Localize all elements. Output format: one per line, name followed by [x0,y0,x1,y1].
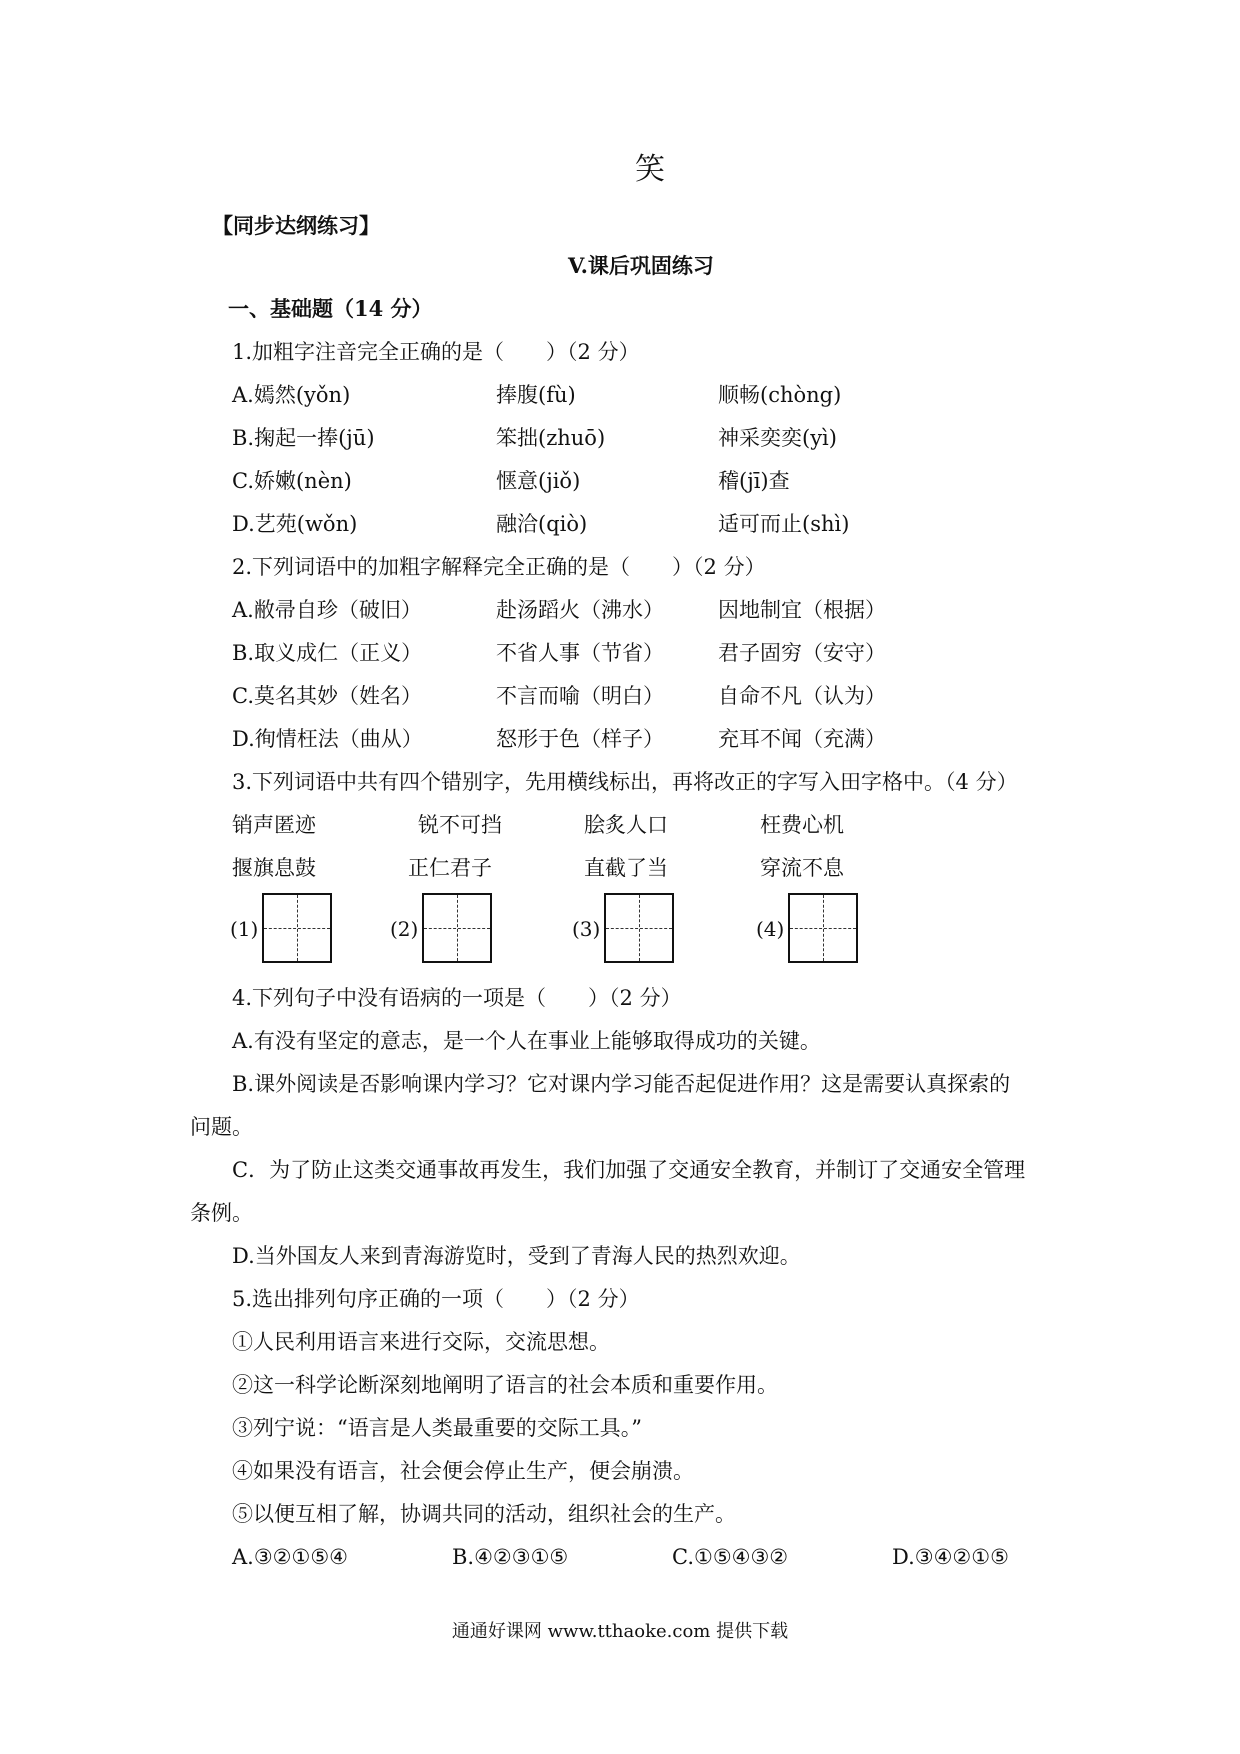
q4-option-d: D.当外国友人来到青海游览时，受到了青海人民的热烈欢迎。 [232,1244,801,1268]
q3-word: 穿流不息 [760,856,844,880]
q1-option: 捧腹(fù) [496,383,576,407]
q1-option: 惬意(jiǒ) [496,469,581,493]
q1-option: 神采奕奕(yì) [718,426,837,450]
q3-word: 脍炙人口 [584,813,668,837]
q1-stem: 1.加粗字注音完全正确的是（ ）（2 分） [232,340,640,364]
footer-credit: 通通好课网 www.tthaoke.com 提供下载 [451,1621,789,1642]
part-heading: 一、基础题（14 分） [228,296,433,321]
grid-label: (2) [390,917,419,941]
q2-option: 充耳不闻（充满） [718,727,886,751]
q2-option: 怒形于色（样子） [496,727,664,751]
q1-option: 融洽(qiò) [496,512,588,536]
q5-stem: 5.选出排列句序正确的一项（ ）（2 分） [232,1287,640,1311]
q3-word: 销声匿迹 [232,813,316,837]
q2-option: 不言而喻（明白） [496,684,664,708]
grid-label: (3) [572,917,601,941]
tianzige-box[interactable] [604,893,674,963]
q2-option: 赴汤蹈火（沸水） [496,598,664,622]
q2-option: C.莫名其妙（姓名） [232,684,422,708]
q1-option: 稽(jī)查 [718,469,790,493]
q3-word: 揠旗息鼓 [232,856,316,880]
q4-option-a: A.有没有坚定的意志，是一个人在事业上能够取得成功的关键。 [232,1029,821,1053]
q3-word: 枉费心机 [760,813,844,837]
q5-option: A.③②①⑤④ [232,1545,348,1569]
q2-option: 因地制宜（根据） [718,598,886,622]
q4-option-c-cont: 条例。 [190,1201,253,1225]
q4-option-c: C．为了防止这类交通事故再发生，我们加强了交通安全教育，并制订了交通安全管理 [232,1158,1026,1182]
q2-option: A.敝帚自珍（破旧） [232,598,422,622]
q5-sentence: ③列宁说：“语言是人类最重要的交际工具。” [232,1416,642,1440]
q5-sentence: ④如果没有语言，社会便会停止生产，便会崩溃。 [232,1459,694,1483]
grid-label: (4) [756,917,785,941]
q1-option: C.娇嫩(nèn) [232,469,352,493]
q5-option: B.④②③①⑤ [452,1545,569,1569]
q2-stem: 2.下列词语中的加粗字解释完全正确的是（ ）（2 分） [232,555,766,579]
q5-option: D.③④②①⑤ [892,1545,1009,1569]
q3-word: 锐不可挡 [418,813,502,837]
q1-option: 适可而止(shì) [718,512,850,536]
q5-sentence: ①人民利用语言来进行交际，交流思想。 [232,1330,610,1354]
tianzige-box[interactable] [422,893,492,963]
q1-option: 笨拙(zhuō) [496,426,606,450]
q1-option: A.嫣然(yǒn) [232,383,351,407]
q3-stem: 3.下列词语中共有四个错别字，先用横线标出，再将改正的字写入田字格中。（4 分） [232,770,1018,794]
q2-option: D.徇情枉法（曲从） [232,727,423,751]
q2-option: 不省人事（节省） [496,641,664,665]
grid-label: (1) [230,917,259,941]
q1-option: B.掬起一捧(jū) [232,426,375,450]
q5-sentence: ②这一科学论断深刻地阐明了语言的社会本质和重要作用。 [232,1373,778,1397]
q5-sentence: ⑤以便互相了解，协调共同的活动，组织社会的生产。 [232,1502,736,1526]
tianzige-box[interactable] [788,893,858,963]
q1-option: 顺畅(chòng) [718,383,842,407]
q4-option-b-cont: 问题。 [190,1115,253,1139]
tianzige-box[interactable] [262,893,332,963]
q3-word: 正仁君子 [408,856,492,880]
section-tag: 【同步达纲练习】 [212,213,380,238]
q4-stem: 4.下列句子中没有语病的一项是（ ）（2 分） [232,986,682,1010]
q4-option-b: B.课外阅读是否影响课内学习？它对课内学习能否起促进作用？这是需要认真探索的 [232,1072,1011,1096]
q3-word: 直截了当 [584,856,668,880]
section-subtitle: V.课后巩固练习 [568,253,714,278]
q2-option: 自命不凡（认为） [718,684,886,708]
page-title: 笑 [635,152,665,187]
q2-option: 君子固穷（安守） [718,641,886,665]
q2-option: B.取义成仁（正义） [232,641,423,665]
q1-option: D.艺苑(wǒn) [232,512,358,536]
q5-option: C.①⑤④③② [672,1545,789,1569]
